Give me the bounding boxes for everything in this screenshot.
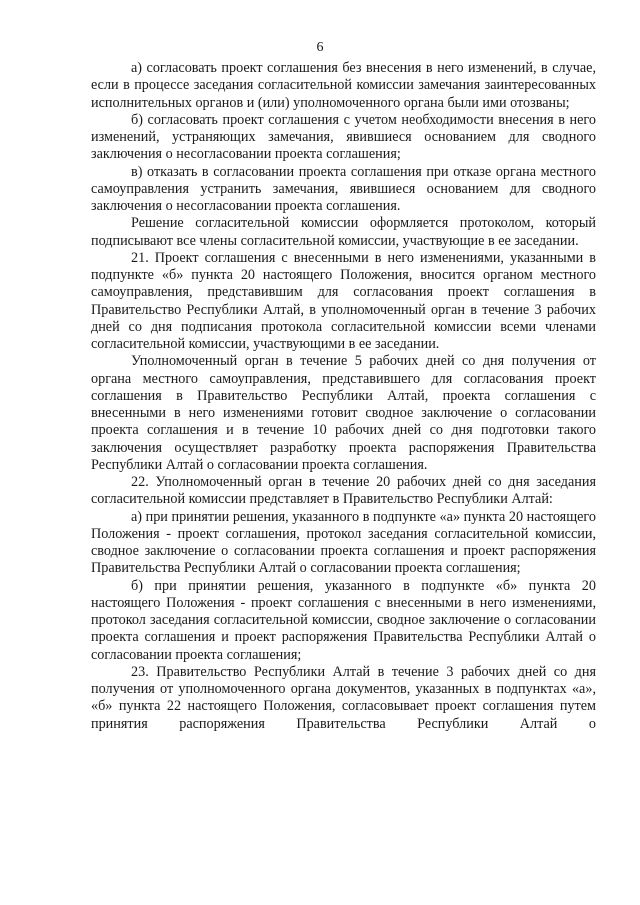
page-number: 6 [316,40,324,55]
paragraph-23: 23. Правительство Республики Алтай в течение 3 рабочих дней со дня получения от уполномоченного органа документов, указанных в подпунктах «а», «б» пункта 22 настоящего Положения, согласовывает проект соглашения путем принятия распоряжения Правительства Республики Алтай о [91,663,596,732]
paragraph-21-authorized-body: Уполномоченный орган в течение 5 рабочих дней со дня получения от органа местного самоуправления, представившего для согласования проект соглашения в Правительство Республики Алтай, проекта соглашения с внесенными в него изменениями готовит сводное заключение о согласовании проекта соглашения и в течение 10 рабочих дней со дня подготовки такого заключения осуществляет разработку проекта распоряжения Правительства Республики Алтай о согласовании проекта соглашения. [91,353,596,473]
paragraph-21: 21. Проект соглашения с внесенными в него изменениями, указанными в подпункте «б» пункта 20 настоящего Положения, вносится органом местного самоуправления, представившим для согласования проект соглашения в Правительство Республики Алтай, в уполномоченный орган в течение 3 рабочих дней со дня подписания протокола согласительной комиссии всеми членами согласительной комиссии, участвующими в ее заседании. [91,249,596,352]
paragraph-20v: в) отказать в согласовании проекта соглашения при отказе органа местного самоуправления устранить замечания, явившиеся основанием для сводного заключения о несогласовании проекта соглашения. [91,163,596,214]
paragraph-22a: а) при принятии решения, указанного в подпункте «а» пункта 20 настоящего Положения - проект соглашения, протокол заседания согласительной комиссии, сводное заключение о согласовании проекта соглашения и проект распоряжения Правительства Республики Алтай о согласовании проекта соглашения; [91,508,596,577]
paragraph-22: 22. Уполномоченный орган в течение 20 рабочих дней со дня заседания согласительной комиссии представляет в Правительство Республики Алтай: [91,474,596,508]
document-body [91,60,596,733]
paragraph-22b: б) при принятии решения, указанного в подпункте «б» пункта 20 настоящего Положения - проект соглашения с внесенными в него изменениями, протокол заседания согласительной комиссии, сводное заключение о согласовании проекта соглашения и проект распоряжения Правительства Республики Алтай о согласовании проекта соглашения; [91,577,596,663]
paragraph-20a: а) согласовать проект соглашения без внесения в него изменений, в случае, если в процессе заседания согласительной комиссии замечания заинтересованных исполнительных органов и (или) уполномоченного органа были ими отозваны; [91,60,596,111]
paragraph-20b: б) согласовать проект соглашения с учетом необходимости внесения в него изменений, устраняющих замечания, явившиеся основанием для сводного заключения о несогласовании проекта соглашения; [91,111,596,163]
paragraph-commission-decision: Решение согласительной комиссии оформляется протоколом, который подписывают все члены согласительной комиссии, участвующие в ее заседании. [91,215,596,249]
